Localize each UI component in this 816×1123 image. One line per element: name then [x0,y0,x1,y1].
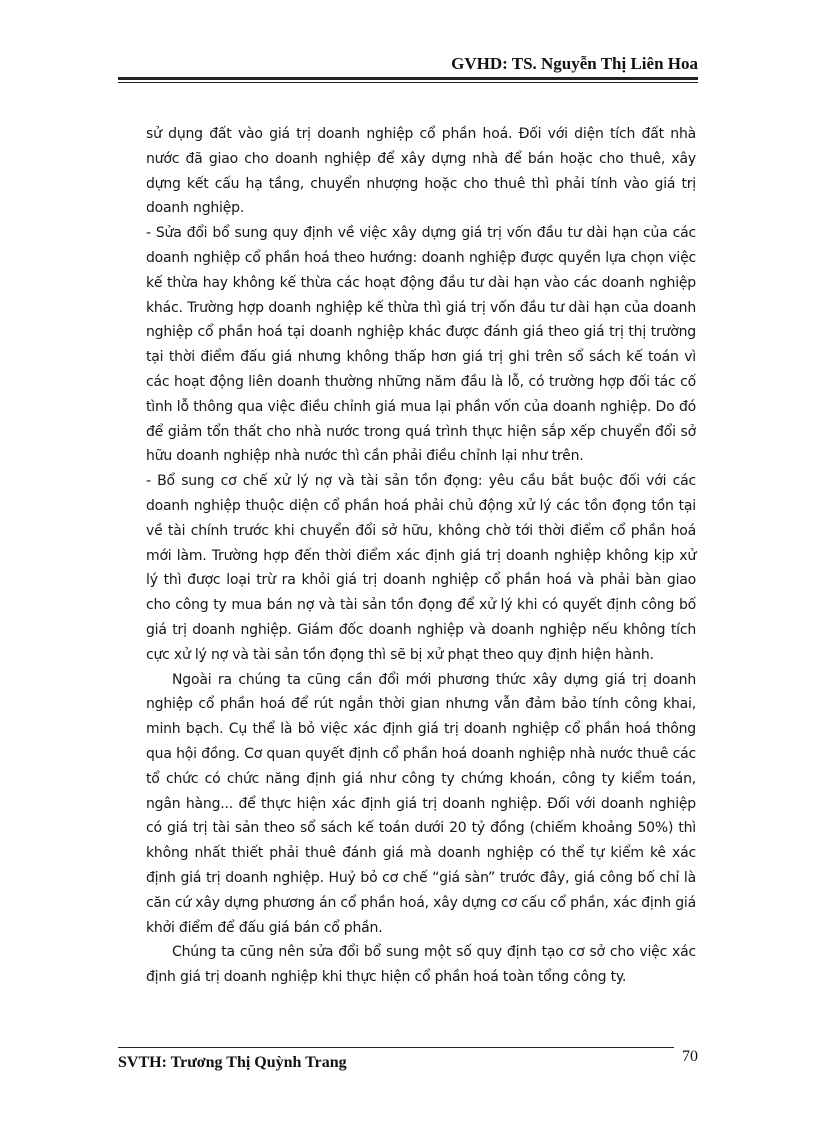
page-number: 70 [682,1048,698,1065]
page-body [146,122,696,990]
body-paragraph: sử dụng đất vào giá trị doanh nghiệp cổ phần hoá. Đối với diện tích đất nhà nước đã giao cho doanh nghiệp để xây dựng nhà để bán hoặc cho thuê, xây dựng kết cấu hạ tầng, chuyển nhượng hoặc cho thuê thì phải tính vào giá trị doanh nghiệp. [146,126,696,217]
body-paragraph: Chúng ta cũng nên sửa đổi bổ sung một số quy định tạo cơ sở cho việc xác định giá trị doanh nghiệp khi thực hiện cổ phần hoá toàn tổng công ty. [146,944,696,986]
body-paragraph: - Bổ sung cơ chế xử lý nợ và tài sản tồn đọng: yêu cầu bắt buộc đối với các doanh nghiệp thuộc diện cổ phần hoá phải chủ động xử lý các tồn đọng tồn tại về tài chính trước khi chuyển đổi sở hữu, không chờ tới thời điểm cổ phần hoá mới làm. Trường hợp đến thời điểm xác định giá trị doanh nghiệp không kịp xử lý thì được loại trừ ra khỏi giá trị doanh nghiệp cổ phần hoá và phải bàn giao cho công ty mua bán nợ và tài sản tồn đọng để xử lý khi có quyết định công bố giá trị doanh nghiệp. Giám đốc doanh nghiệp và doanh nghiệp nếu không tích cực xử lý nợ và tài sản tồn đọng thì sẽ bị xử phạt theo quy định hiện hành. [146,473,696,663]
header-supervisor: GVHD: TS. Nguyễn Thị Liên Hoa [451,54,698,73]
header-rule-thick [118,77,698,80]
footer-rule [118,1047,674,1048]
body-paragraph: - Sửa đổi bổ sung quy định về việc xây dựng giá trị vốn đầu tư dài hạn của các doanh nghiệp cổ phần hoá theo hướng: doanh nghiệp được quyền lựa chọn việc kế thừa hay không kế thừa các hoạt động đầu tư dài hạn vào các doanh nghiệp khác. Trường hợp doanh nghiệp kế thừa thì giá trị vốn đầu tư dài hạn của doanh nghiệp cổ phần hoá tại doanh nghiệp khác được đánh giá theo giá trị thị trường tại thời điểm đấu giá nhưng không thấp hơn giá trị ghi trên sổ sách kế toán vì các hoạt động liên doanh thường những năm đầu là lỗ, có trường hợp đối tác cố tình lỗ thông qua việc điều chỉnh giá mua lại phần vốn của doanh nghiệp. Do đó để giảm tổn thất cho nhà nước trong quá trình thực hiện sắp xếp chuyển đổi sở hữu doanh nghiệp nhà nước thì cần phải điều chỉnh lại như trên. [146,225,696,465]
footer-author: SVTH: Trương Thị Quỳnh Trang [118,1054,347,1071]
body-paragraph: Ngoài ra chúng ta cũng cần đổi mới phương thức xây dựng giá trị doanh nghiệp cổ phần hoá để rút ngắn thời gian nhưng vẫn đảm bảo tính công khai, minh bạch. Cụ thể là bỏ việc xác định giá trị doanh nghiệp cổ phần hoá thông qua hội đồng. Cơ quan quyết định cổ phần hoá doanh nghiệp nhà nước thuê các tổ chức có chức năng định giá như công ty chứng khoán, công ty kiểm toán, ngân hàng... để thực hiện xác định giá trị doanh nghiệp. Đối với doanh nghiệp có giá trị tài sản theo sổ sách kế toán dưới 20 tỷ đồng (chiếm khoảng 50%) thì không nhất thiết phải thuê đánh giá mà doanh nghiệp có thể tự kiểm kê xác định giá trị doanh nghiệp. Huỷ bỏ cơ chế “giá sàn” trước đây, giá công bố chỉ là căn cứ xây dựng phương án cổ phần hoá, xây dựng cơ cấu cổ phần, xác định giá khởi điểm để đấu giá bán cổ phần. [146,671,696,936]
header-rule-thin [118,82,698,83]
